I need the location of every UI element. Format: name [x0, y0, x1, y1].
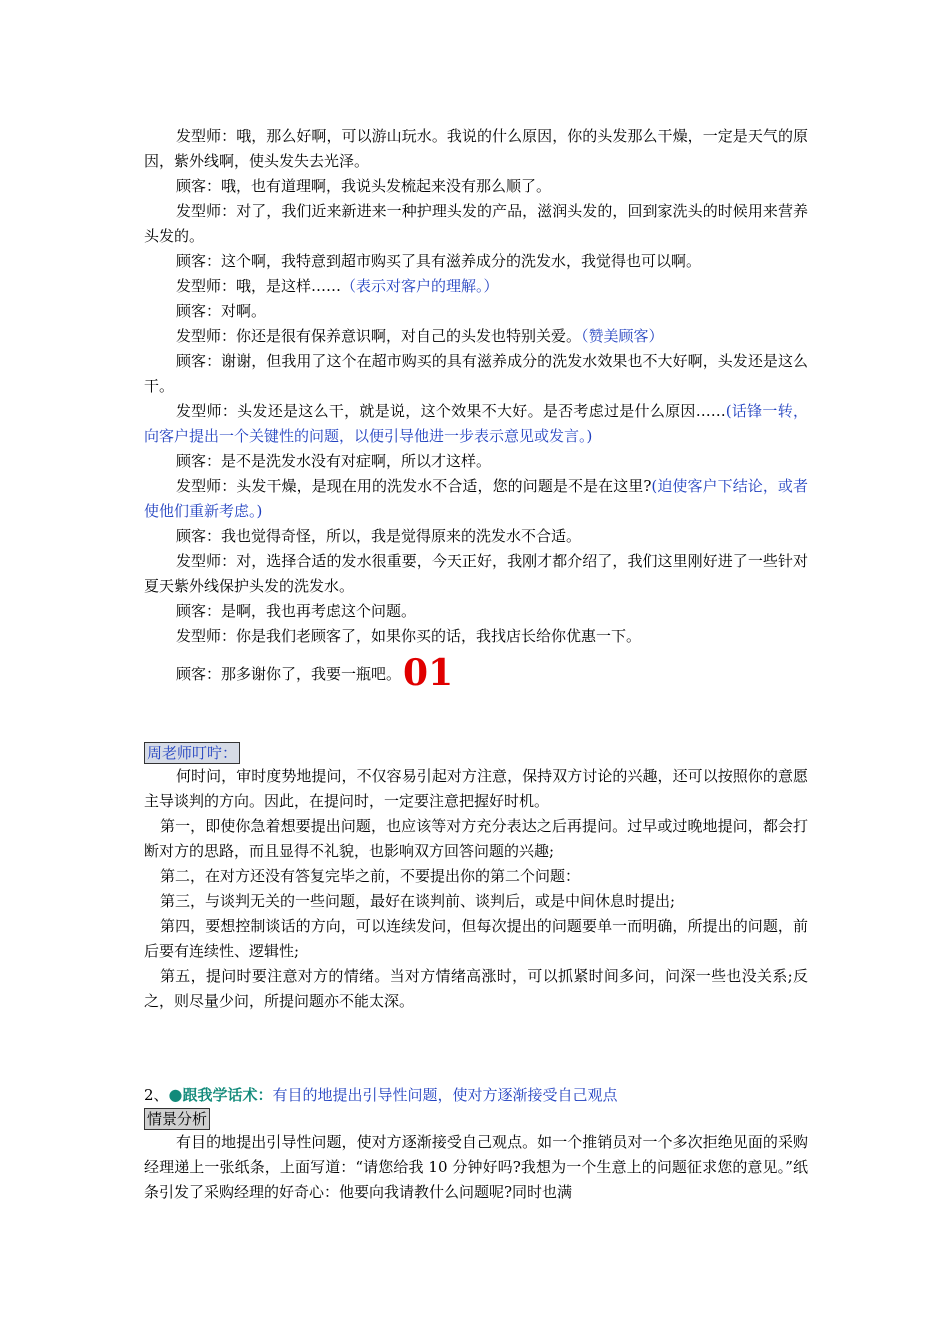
- dialogue-line: 发型师：你是我们老顾客了，如果你买的话，我找店长给你优惠一下。: [176, 627, 642, 645]
- section-heading-rest: 有目的地提出引导性问题，使对方逐渐接受自己观点: [272, 1086, 618, 1104]
- scenario-label: 情景分析: [144, 1108, 210, 1130]
- tip-label: 周老师叮咛：: [144, 742, 240, 764]
- annotation-note: (迫使客户下结论，或者使他们重新考虑。): [144, 477, 808, 520]
- dialogue-line: 顾客：对啊。: [176, 302, 267, 320]
- dialogue-last-line: 顾客：那多谢你了，我要一瓶吧。01: [176, 652, 454, 694]
- tip-point: 第四，要想控制谈话的方向，可以连续发问，但每次提出的问题要单一而明确，所提出的问题，前后要有连续性、逻辑性;: [144, 917, 808, 960]
- section-body: 有目的地提出引导性问题，使对方逐渐接受自己观点。如一个推销员对一个多次拒绝见面的采购经理递上一张纸条，上面写道：“请您给我 10 分钟好吗?我想为一个生意上的问题征求您的意见。”纸条引发了采购经理的好奇心：他要向我请教什么问题呢?同时也满: [144, 1133, 808, 1201]
- annotation-note: （表示对客户的理解。）: [341, 277, 499, 295]
- tip-point: 第二，在对方还没有答复完毕之前，不要提出你的第二个问题：: [160, 867, 581, 885]
- dialogue-line: 发型师：你还是很有保养意识啊，对自己的头发也特别关爱。（赞美顾客）: [176, 327, 664, 345]
- dialogue-line: 发型师：对，选择合适的发水很重要，今天正好，我刚才都介绍了，我们这里刚好进了一些针对夏天紫外线保护头发的洗发水。: [144, 552, 808, 595]
- dialogue-section: [144, 124, 808, 694]
- section-heading: [144, 1082, 808, 1108]
- dialogue-line: 顾客：哦，也有道理啊，我说头发梳起来没有那么顺了。: [176, 177, 552, 195]
- bullet-dot-icon: ●: [168, 1085, 183, 1104]
- dialogue-line: 顾客：这个啊，我特意到超市购买了具有滋养成分的洗发水，我觉得也可以啊。: [176, 252, 702, 270]
- dialogue-line: 发型师：头发干燥，是现在用的洗发水不合适，您的问题是不是在这里?(迫使客户下结论，或者使他们重新考虑。): [144, 477, 808, 520]
- dialogue-line: 发型师：哦，是这样……（表示对客户的理解。）: [176, 277, 499, 295]
- dialogue-line: 顾客：谢谢，但我用了这个在超市购买的具有滋养成分的洗发水效果也不大好啊，头发还是这么干。: [144, 352, 808, 395]
- tip-point: 第五，提问时要注意对方的情绪。当对方情绪高涨时，可以抓紧时间多问，问深一些也没关系;反之，则尽量少问，所提问题亦不能太深。: [144, 967, 808, 1010]
- section-number: 2、: [144, 1086, 169, 1104]
- document-page: [144, 124, 808, 1205]
- teacher-tip: [144, 742, 808, 1014]
- tip-intro: 何时问，审时度势地提问，不仅容易引起对方注意，保持双方讨论的兴趣，还可以按照你的意愿主导谈判的方向。因此，在提问时，一定要注意把握好时机。: [144, 767, 808, 810]
- page-marker: 01: [403, 652, 454, 694]
- tip-point: 第一，即使你急着想要提出问题，也应该等对方充分表达之后再提问。过早或过晚地提问，都会打断对方的思路，而且显得不礼貌，也影响双方回答问题的兴趣;: [144, 817, 808, 860]
- dialogue-line: 发型师：头发还是这么干，就是说，这个效果不大好。是否考虑过是什么原因……(话锋一转，向客户提出一个关键性的问题，以便引导他进一步表示意见或发言。): [144, 402, 808, 445]
- annotation-note: （赞美顾客）: [581, 327, 664, 345]
- annotation-note: (话锋一转，向客户提出一个关键性的问题，以便引导他进一步表示意见或发言。): [144, 402, 808, 445]
- dialogue-line: 顾客：我也觉得奇怪，所以，我是觉得原来的洗发水不合适。: [176, 527, 582, 545]
- dialogue-line: 顾客：是啊，我也再考虑这个问题。: [176, 602, 417, 620]
- tip-point: 第三，与谈判无关的一些问题，最好在谈判前、谈判后，或是中间休息时提出;: [160, 892, 676, 910]
- section-2: [144, 1082, 808, 1205]
- dialogue-line: 顾客：是不是洗发水没有对症啊，所以才这样。: [176, 452, 492, 470]
- dialogue-line: 发型师：哦，那么好啊，可以游山玩水。我说的什么原因，你的头发那么干燥，一定是天气的原因，紫外线啊，使头发失去光泽。: [144, 127, 808, 170]
- section-heading-bold: 跟我学话术：: [182, 1086, 273, 1104]
- dialogue-line: 发型师：对了，我们近来新进来一种护理头发的产品，滋润头发的，回到家洗头的时候用来营养头发的。: [144, 202, 808, 245]
